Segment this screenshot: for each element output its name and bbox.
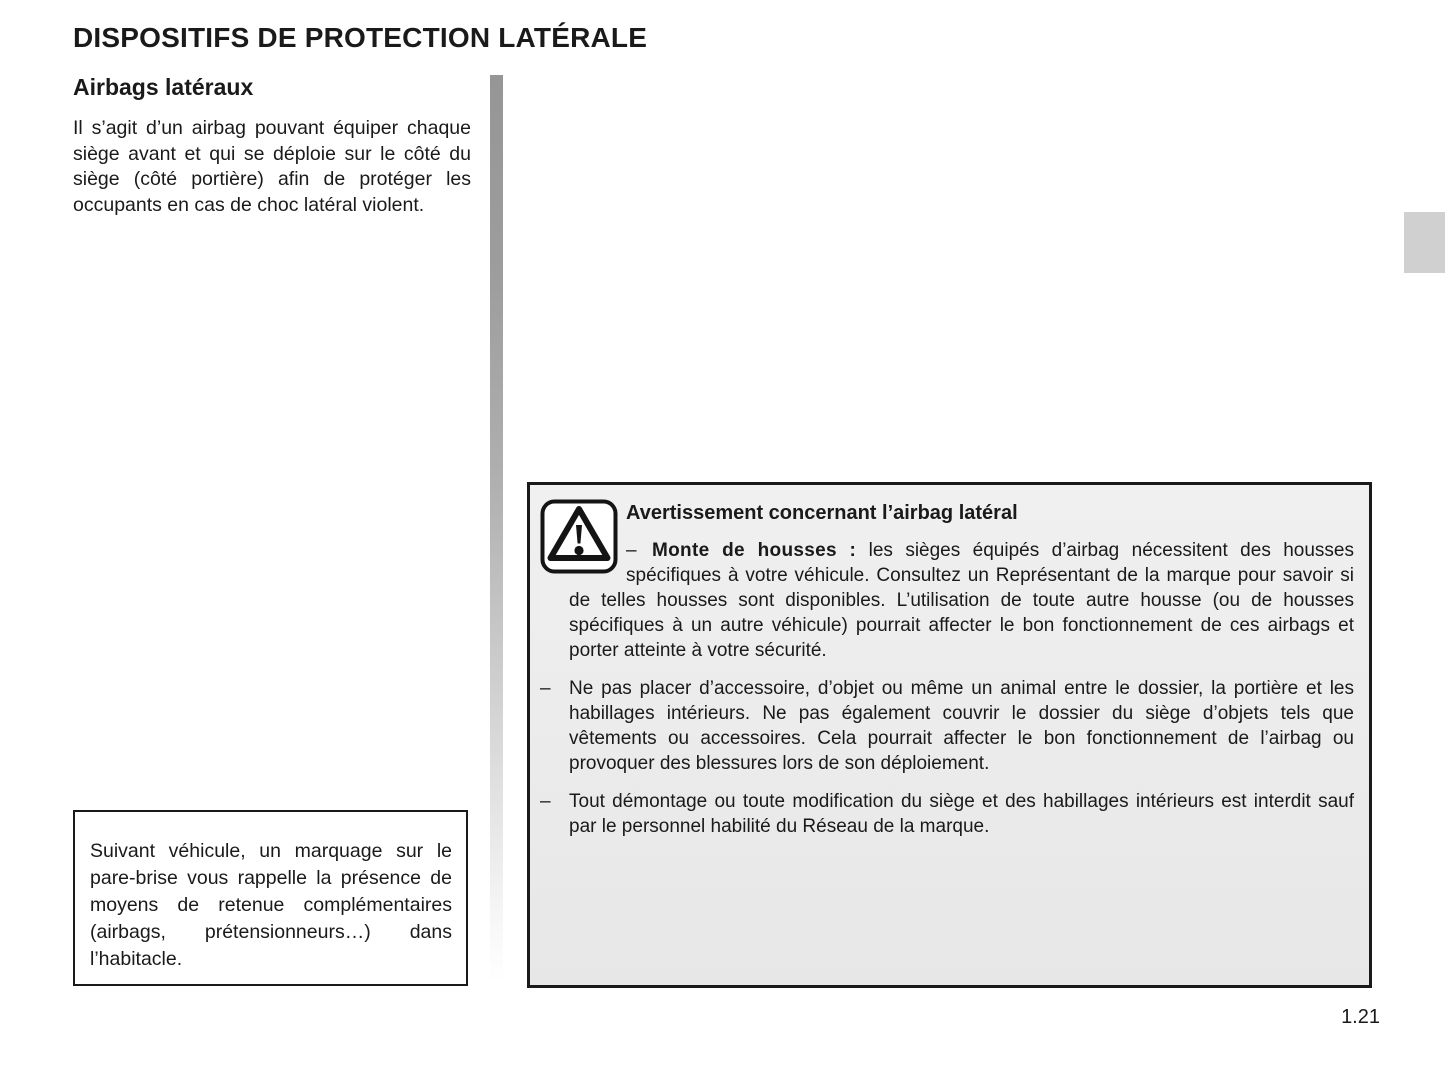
warning-item-text: les sièges équipés d’airbag nécessitent des housses spécifiques à votre véhicule. Consultez un Représentant de la marque pour savoir si de telles housses sont disponibles. L’utilisation de toute autre housse (ou de housses spécifiques à un autre véhicule) pourrait affecter le bon fonctionnement de ces airbags et porter atteinte à votre sécurité. [569, 540, 1355, 661]
warning-item-bold-lead: Monte de housses : [652, 540, 857, 561]
warning-item [540, 789, 1354, 839]
side-tab [1404, 212, 1445, 273]
warning-box [527, 482, 1372, 988]
column-divider [490, 75, 503, 983]
bullet-dash: – [540, 791, 551, 812]
bullet-dash: – [626, 540, 637, 561]
page-title: DISPOSITIFS DE PROTECTION LATÉRALE [73, 22, 648, 53]
warning-item-text: Tout démontage ou toute modification du siège et des habillages intérieurs est interdit sauf par le personnel habilité du Réseau de la marque. [569, 791, 1354, 837]
bullet-dash: – [540, 678, 551, 699]
warning-triangle-icon [540, 499, 618, 574]
warning-item [540, 676, 1354, 776]
left-column [73, 74, 471, 218]
warning-item-text: Ne pas placer d’accessoire, d’objet ou même un animal entre le dossier, la portière et les habillages intérieurs. Ne pas également couvrir le dossier du siège d’objets tels que vêtements ou accessoires. Cela pourrait affecter le bon fonctionnement de l’airbag ou provoquer des blessures lors de son déploiement. [569, 678, 1354, 774]
info-box [73, 810, 468, 986]
warning-heading: Avertissement concernant l’airbag latéral [626, 502, 1018, 524]
warning-item [540, 538, 1354, 663]
info-box-text: Suivant véhicule, un marquage sur le pare-brise vous rappelle la présence de moyens de retenue complémentaires (airbags, prétensionneurs…) dans l’habitacle. [90, 840, 452, 970]
page-number: 1.21 [1341, 1006, 1380, 1028]
section-heading: Airbags latéraux [73, 74, 254, 100]
intro-paragraph: Il s’agit d’un airbag pouvant équiper chaque siège avant et qui se déploie sur le côté du siège (côté portière) afin de protéger les occupants en cas de choc latéral violent. [73, 117, 471, 216]
